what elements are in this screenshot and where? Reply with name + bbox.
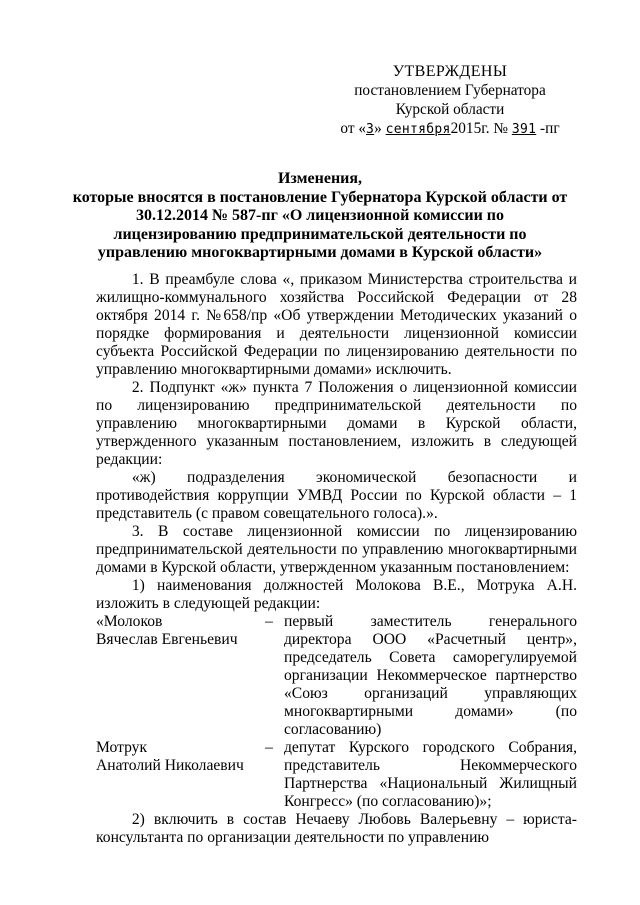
approval-title: УТВЕРЖДЕНЫ: [392, 63, 508, 80]
member-surname: Мотрук: [96, 739, 148, 756]
member-given-names: Вячеслав Евгеньевич: [96, 631, 238, 648]
member-description: первый заместитель генерального директора ООО «Расчетный центр», председатель Совета саморегулируемой организации Некоммерческое партнерство «Союз организаций управляющих многоквартирными домами» (по согласованию): [284, 613, 577, 738]
member-description: депутат Курского городского Собрания, представитель Некоммерческого Партнерства «Национальный Жилищный Конгресс» (по согласованию)»;: [284, 739, 577, 810]
member-entry: [96, 739, 577, 811]
date-sep: »: [374, 120, 386, 137]
paragraph-3: «ж) подразделения экономической безопасности и противодействия коррупции УМВД России по Курской области – 1 представитель (с правом совещательного голоса).».: [96, 469, 577, 522]
paragraph-5: 1) наименования должностей Молокова В.Е., Мотрука А.Н. изложить в следующей редакции:: [96, 577, 577, 612]
members-list: [96, 613, 577, 811]
date-month: сентября: [385, 122, 451, 137]
approval-stamp: [300, 62, 600, 139]
member-dash: –: [265, 739, 273, 756]
paragraph-1: 1. В преамбуле слова «, приказом Министерства строительства и жилищно-коммунального хозяйства Российской Федерации от 28 октября 2014 г. №658/пр «Об утверждении Методических указаний о порядке формирования и деятельности лицензионной комиссии субъекта Российской Федерации по лицензированию деятельности по управлению многоквартирными домами» исключить.: [96, 271, 577, 378]
date-prefix: от «: [340, 120, 366, 137]
heading-line-2: которые вносятся в постановление Губернатора Курской области от: [72, 188, 568, 206]
heading-line-5: управлению многоквартирными домами в Курской области»: [97, 244, 543, 261]
member-entry: [96, 613, 577, 739]
member-name: [96, 739, 254, 775]
document-body: [96, 271, 577, 847]
member-name: [96, 613, 254, 649]
paragraph-2: 2. Подпункт «ж» пункта 7 Положения о лицензионной комиссии по лицензированию предпринимательской деятельности по управлению многоквартирными домами в Курской области, утвержденного указанным постановлением, изложить в следующей редакции:: [96, 379, 577, 468]
member-given-names: Анатолий Николаевич: [96, 757, 244, 774]
heading-line-4: лицензированию предпринимательской деятельности по: [113, 225, 527, 243]
approval-line-1: постановлением Губернатора: [354, 82, 546, 99]
date-year: 2015г. №: [450, 120, 512, 137]
date-day: 3: [365, 122, 375, 137]
approval-line-2: Курской области: [395, 101, 505, 118]
heading-line-1: Изменения,: [277, 170, 363, 187]
heading-line-3: 30.12.2014 № 587-пг «О лицензионной комиссии по: [135, 207, 505, 224]
member-surname: «Молоков: [96, 613, 163, 630]
doc-suffix: -пг: [536, 120, 560, 137]
member-dash: –: [265, 613, 273, 630]
paragraph-4: 3. В составе лицензионной комиссии по лицензированию предпринимательской деятельности по управлению многоквартирными домами в Курской области, утвержденном указанным постановлением:: [96, 523, 577, 576]
paragraph-6: 2) включить в состав Нечаеву Любовь Валерьевну – юриста-консультанта по организации деятельности по управлению: [96, 811, 577, 846]
doc-number: 391: [511, 122, 537, 137]
approval-date-line: [300, 119, 600, 139]
document-heading: [60, 170, 580, 263]
